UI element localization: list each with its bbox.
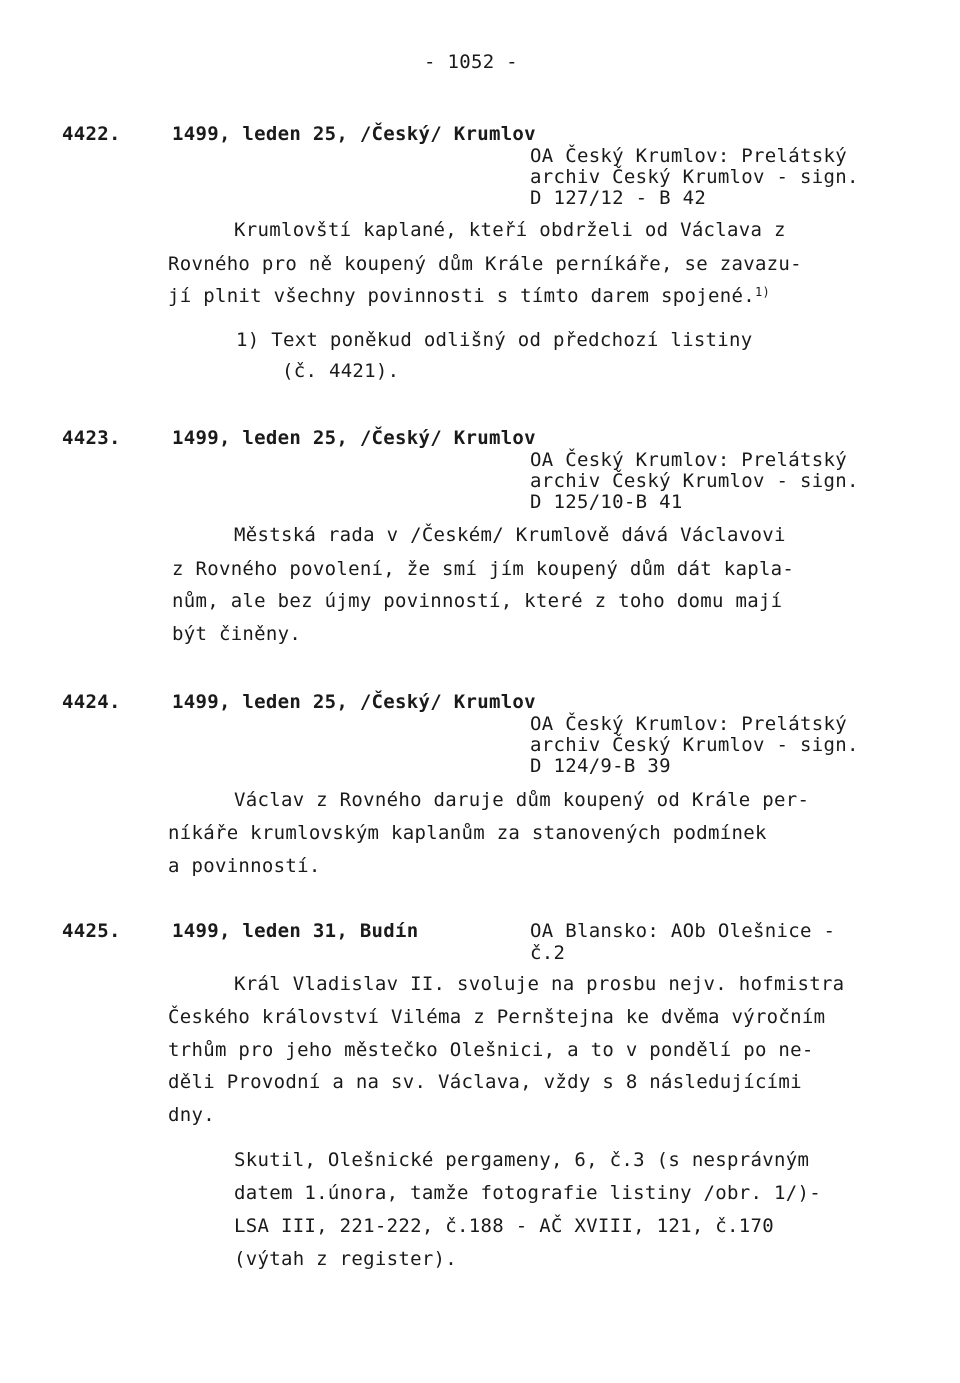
body-line: Václav z Rovného daruje dům koupený od Krále per-: [234, 789, 810, 811]
archive-line: archiv Český Krumlov - sign.: [530, 734, 859, 756]
entry-header: 1499, leden 25, /Český/ Krumlov: [172, 123, 536, 145]
entry-header: 1499, leden 25, /Český/ Krumlov: [172, 691, 536, 713]
body-line: dny.: [168, 1104, 215, 1126]
archive-line: archiv Český Krumlov - sign.: [530, 166, 859, 188]
entry-number: 4424.: [62, 691, 121, 713]
footnote-line: (č. 4421).: [282, 360, 400, 382]
page-number: - 1052 -: [424, 51, 518, 73]
archive-line: OA Český Krumlov: Prelátský: [530, 449, 847, 471]
literature-line: datem 1.února, tamže fotografie listiny /obr. 1/)-: [234, 1182, 821, 1204]
body-line: děli Provodní a na sv. Václava, vždy s 8 následujícími: [168, 1071, 802, 1093]
entry-number: 4422.: [62, 123, 121, 145]
literature-line: LSA III, 221-222, č.188 - AČ XVIII, 121, č.170: [234, 1215, 774, 1237]
archive-line: OA Blansko: AOb Olešnice -: [530, 920, 836, 942]
entry-header: 1499, leden 31, Budín: [172, 920, 419, 942]
archive-line: archiv Český Krumlov - sign.: [530, 470, 859, 492]
body-line-with-note: [168, 284, 770, 308]
literature-line: (výtah z register).: [234, 1248, 458, 1270]
archive-line: D 124/9-B 39: [530, 755, 671, 777]
entry-number: 4423.: [62, 427, 121, 449]
body-line: a povinností.: [168, 855, 321, 877]
footnote-reference: 1): [754, 285, 771, 299]
literature-line: Skutil, Olešnické pergameny, 6, č.3 (s nesprávným: [234, 1149, 810, 1171]
archive-line: OA Český Krumlov: Prelátský: [530, 713, 847, 735]
entry-header: 1499, leden 25, /Český/ Krumlov: [172, 427, 536, 449]
body-line: níkáře krumlovským kaplanům za stanovených podmínek: [168, 822, 767, 844]
archive-line: D 127/12 - B 42: [530, 187, 707, 209]
archive-line: OA Český Krumlov: Prelátský: [530, 145, 847, 167]
body-line: trhům pro jeho městečko Olešnici, a to v pondělí po ne-: [168, 1039, 814, 1061]
archive-line: č.2: [530, 942, 566, 964]
body-line: Král Vladislav II. svoluje na prosbu nejv. hofmistra: [234, 973, 845, 995]
body-line: z Rovného povolení, že smí jím koupený dům dát kapla-: [172, 558, 795, 580]
body-line: Rovného pro ně koupený dům Krále perníkáře, se zavazu-: [168, 253, 802, 275]
body-line: nům, ale bez újmy povinností, které z toho domu mají: [172, 590, 783, 612]
entry-number: 4425.: [62, 920, 121, 942]
body-line: jí plnit všechny povinnosti s tímto darem spojené.: [168, 285, 755, 307]
archive-line: D 125/10-B 41: [530, 491, 683, 513]
body-line: Českého království Viléma z Pernštejna ke dvěma výročním: [168, 1006, 826, 1028]
body-line: Krumlovští kaplané, kteří obdrželi od Václava z: [234, 219, 786, 241]
body-line: být činěny.: [172, 623, 302, 645]
footnote-line: 1) Text poněkud odlišný od předchozí listiny: [236, 329, 753, 351]
body-line: Městská rada v /Českém/ Krumlově dává Václavovi: [234, 524, 786, 546]
